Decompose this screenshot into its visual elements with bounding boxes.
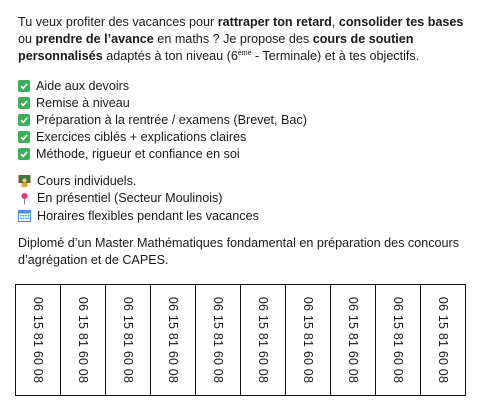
intro-text: en maths ? Je propose des [153,32,313,46]
intro-text: , [331,15,339,29]
feature-label: Cours individuels. [37,173,137,188]
phone-number: 06 15 81 60 08 [256,296,270,384]
phone-tab[interactable] [376,285,421,395]
feature-label: Horaires flexibles pendant les vacances [37,208,259,223]
services-checklist [18,77,470,163]
checkmark-icon [18,131,30,143]
checklist-item [18,77,470,94]
phone-tab[interactable] [421,285,465,395]
pin-icon [18,192,31,205]
checkmark-icon [18,114,30,126]
intro-text: adaptés à ton niveau (6 [102,49,238,63]
checklist-item [18,146,470,163]
diploma-paragraph: Diplomé d’un Master Mathématiques fondamental en préparation des concours d’agrégation et de CAPES. [18,235,460,267]
checklist-item [18,94,470,111]
phone-tab[interactable] [331,285,376,395]
checklist-item [18,129,470,146]
calendar-icon [18,209,31,222]
phone-tab[interactable] [61,285,106,395]
checklist-label: Aide aux devoirs [36,78,130,93]
checklist-label: Exercices ciblés + explications claires [36,130,247,145]
checklist-item [18,111,470,128]
phone-number: 06 15 81 60 08 [391,296,405,384]
phone-tab[interactable] [16,285,61,395]
checkmark-icon [18,97,30,109]
checklist-label: Remise à niveau [36,95,130,110]
phone-number: 06 15 81 60 08 [301,296,315,384]
phone-tab[interactable] [241,285,286,395]
checklist-label: Méthode, rigueur et confiance en soi [36,147,240,162]
intro-superscript: ème [237,49,252,57]
phone-number: 06 15 81 60 08 [436,296,450,384]
features-list [18,172,470,225]
intro-paragraph [18,14,470,65]
feature-item [18,207,470,225]
intro-bold: cours de soutien personnalisés [18,32,414,63]
phone-tab[interactable] [286,285,331,395]
intro-text: - Terminale) et à tes objectifs. [251,49,420,63]
checkmark-icon [18,80,30,92]
phone-number: 06 15 81 60 08 [211,296,225,384]
feature-item [18,190,470,208]
intro-bold: rattraper ton retard [217,15,332,29]
phone-tab[interactable] [106,285,151,395]
phone-number: 06 15 81 60 08 [121,296,135,384]
checkmark-icon [18,148,30,160]
phone-tab[interactable] [151,285,196,395]
intro-text: ou [18,32,36,46]
intro-bold: prendre de l’avance [35,32,154,46]
intro-bold: consolider tes bases [338,15,464,29]
phone-number: 06 15 81 60 08 [166,296,180,384]
phone-tear-off-strip [15,284,466,396]
feature-label: En présentiel (Secteur Moulinois) [37,191,223,206]
phone-tab[interactable] [196,285,241,395]
flyer-content [18,14,470,269]
feature-item [18,172,470,190]
intro-text: Tu veux profiter des vacances pour [18,15,218,29]
teacher-icon [18,174,31,187]
checklist-label: Préparation à la rentrée / examens (Brevet, Bac) [36,112,307,127]
phone-number: 06 15 81 60 08 [76,296,90,384]
phone-number: 06 15 81 60 08 [346,296,360,384]
phone-number: 06 15 81 60 08 [31,296,45,384]
